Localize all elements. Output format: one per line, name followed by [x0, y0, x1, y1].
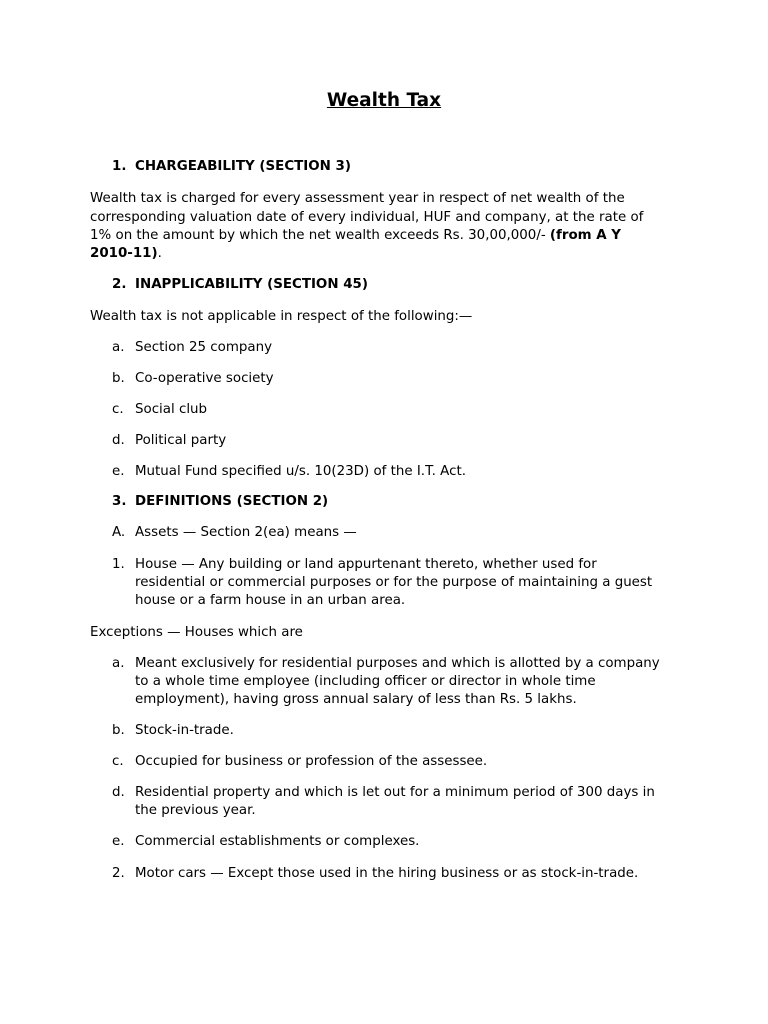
list-marker: a.	[112, 340, 125, 355]
list-marker: d.	[112, 433, 125, 448]
section-number-1: 1.	[112, 159, 127, 174]
list-item: employment), having gross annual salary of less than Rs. 5 lakhs.	[135, 692, 577, 707]
section-number-2: 2.	[112, 277, 127, 292]
chargeability-line-1: Wealth tax is charged for every assessment year in respect of net wealth of the	[90, 191, 625, 206]
chargeability-line-2: corresponding valuation date of every individual, HUF and company, at the rate of	[90, 210, 644, 225]
house-definition-line-1: House — Any building or land appurtenant thereto, whether used for	[135, 557, 597, 572]
document-title: Wealth Tax	[326, 90, 442, 111]
inapplicability-intro: Wealth tax is not applicable in respect of the following:—	[90, 309, 473, 324]
list-marker: 2.	[112, 866, 125, 881]
list-marker: c.	[112, 402, 124, 417]
section-heading-inapplicability: INAPPLICABILITY (SECTION 45)	[135, 277, 368, 292]
section-heading-chargeability: CHARGEABILITY (SECTION 3)	[135, 159, 351, 174]
list-item: Mutual Fund specified u/s. 10(23D) of the I.T. Act.	[135, 464, 466, 479]
list-item: to a whole time employee (including officer or director in whole time	[135, 674, 596, 689]
list-marker: 1.	[112, 557, 125, 572]
list-item: Commercial establishments or complexes.	[135, 834, 420, 849]
list-item: Political party	[135, 433, 227, 448]
list-item: Co-operative society	[135, 371, 274, 386]
chargeability-line-4: 2010-11).	[90, 246, 162, 261]
list-marker: b.	[112, 371, 125, 386]
list-item: Stock-in-trade.	[135, 723, 234, 738]
section-heading-definitions: DEFINITIONS (SECTION 2)	[135, 494, 329, 509]
chargeability-bold-start: (from A Y	[549, 228, 622, 243]
list-item: the previous year.	[135, 803, 256, 818]
assets-definition: Assets — Section 2(ea) means —	[135, 525, 357, 540]
section-number-3: 3.	[112, 494, 127, 509]
list-marker: c.	[112, 754, 124, 769]
list-marker: a.	[112, 656, 125, 671]
motor-cars-definition: Motor cars — Except those used in the hiring business or as stock-in-trade.	[135, 866, 639, 881]
list-marker: d.	[112, 785, 125, 800]
list-marker: b.	[112, 723, 125, 738]
chargeability-bold-end: 2010-11)	[90, 246, 158, 261]
list-marker: e.	[112, 464, 125, 479]
house-definition-line-2: residential or commercial purposes or for the purpose of maintaining a guest	[135, 575, 653, 590]
list-marker: e.	[112, 834, 125, 849]
list-item: Meant exclusively for residential purposes and which is allotted by a company	[135, 656, 660, 671]
list-item: Social club	[135, 402, 208, 417]
exceptions-intro: Exceptions — Houses which are	[90, 625, 303, 640]
house-definition-line-3: house or a farm house in an urban area.	[135, 593, 406, 608]
list-marker: A.	[112, 525, 126, 540]
list-item: Residential property and which is let out for a minimum period of 300 days in	[135, 785, 655, 800]
chargeability-line-3: 1% on the amount by which the net wealth exceeds Rs. 30,00,000/- (from A Y	[90, 228, 622, 243]
list-item: Occupied for business or profession of the assessee.	[135, 754, 488, 769]
list-item: Section 25 company	[135, 340, 273, 355]
